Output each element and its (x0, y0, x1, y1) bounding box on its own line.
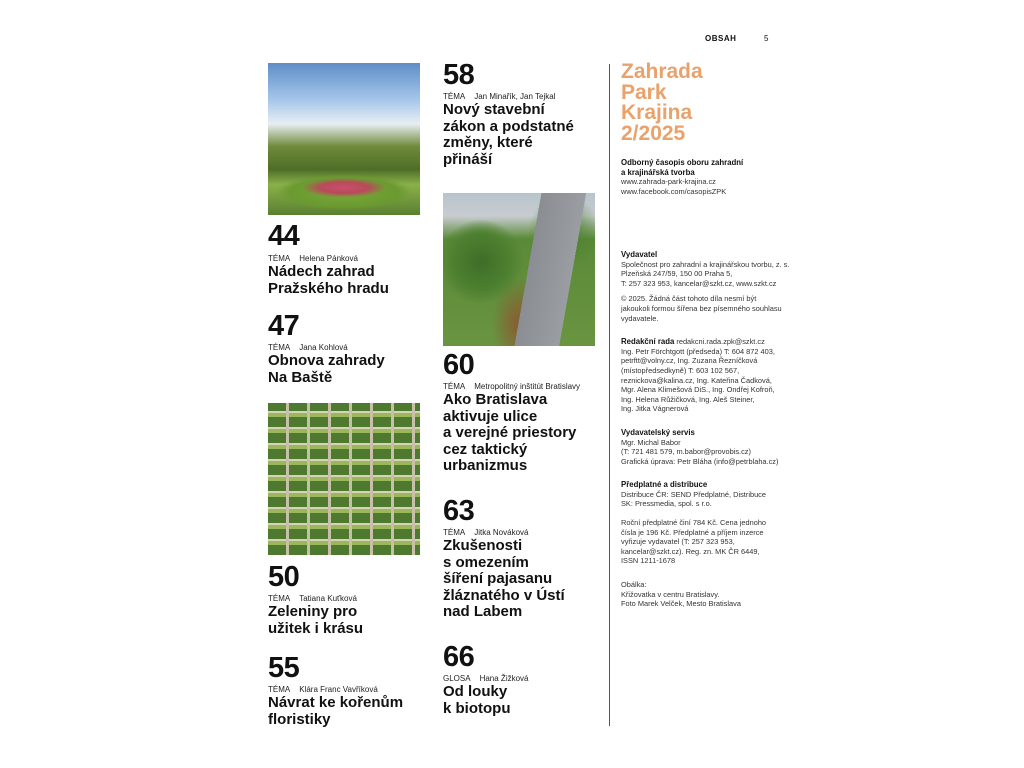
imprint-line: Distribuce ČR: SEND Předplatné, Distribuce (621, 489, 766, 499)
title-line: urbanizmus (443, 457, 528, 474)
article-category: TÉMA (443, 528, 466, 537)
imprint-line: Ing. Helena Růžičková, Ing. Aleš Steiner, (621, 394, 755, 404)
service-heading: Vydavatelský servis (621, 427, 695, 437)
article-category: GLOSA (443, 674, 471, 683)
imprint-line: Mgr. Michal Babor (621, 437, 681, 447)
magazine-title (621, 62, 703, 144)
subtitle: Odborný časopis oboru zahradní (621, 158, 744, 167)
article-page-number[interactable]: 55 (268, 652, 300, 684)
board-email[interactable]: redakcni.rada.zpk@szkt.cz (676, 337, 765, 347)
title-line: Obnova zahrady (268, 352, 385, 369)
article-author: Tatiana Kuťková (299, 594, 357, 603)
imprint-line: ISSN 1211-1678 (621, 556, 676, 566)
publisher-heading: Vydavatel (621, 250, 658, 259)
imprint-line: Foto Marek Velček, Mesto Bratislava (621, 599, 741, 609)
imprint-line: Roční předplatné činí 784 Kč. Cena jednoho (621, 518, 767, 528)
imprint (621, 250, 796, 609)
article-category: TÉMA (268, 685, 291, 694)
facebook-link[interactable]: www.facebook.com/casopisZPK (621, 186, 727, 196)
article-title[interactable] (268, 604, 428, 637)
title-line: Návrat ke kořenům (268, 694, 404, 711)
title-line: Krajina (621, 101, 693, 124)
title-line: cez taktický (443, 440, 528, 458)
imprint-line: T: 257 323 953, kancelar@szkt.cz, www.szkt.cz (621, 278, 777, 288)
title-line: zákon a podstatné (443, 117, 574, 135)
article-page-number[interactable]: 60 (443, 349, 475, 381)
title-line: Od louky (443, 683, 508, 700)
imprint-line: čísla je 196 Kč. Předplatné a příjem inzerce (621, 527, 764, 537)
article-title[interactable] (268, 695, 428, 728)
article-page-number[interactable]: 58 (443, 59, 475, 91)
article-title[interactable] (443, 538, 613, 621)
title-line: nad Labem (443, 603, 523, 620)
title-line: přináší (443, 150, 493, 168)
photo-vegetable-garden (268, 403, 420, 555)
imprint-line: Obálka: (621, 580, 647, 590)
imprint-line: Křižovatka v centru Bratislavy. (621, 589, 720, 599)
imprint-line: petrftt@volny.cz, Ing. Zuzana Řezníčková (621, 356, 758, 366)
article-page-number[interactable]: 66 (443, 641, 475, 673)
article-author: Jana Kohlová (299, 343, 348, 352)
article-page-number[interactable]: 47 (268, 310, 300, 342)
imprint-line: jakoukoli formou šířena bez písemného souhlasu (621, 303, 782, 313)
article-title[interactable] (443, 392, 613, 475)
title-line: šíření pajasanu (443, 570, 553, 587)
title-line: a verejné priestory (443, 424, 577, 441)
title-line: Na Baště (268, 368, 333, 386)
photo-prague-castle-garden (268, 63, 420, 215)
imprint-line: (T: 721 481 579, m.babor@provobis.cz) (621, 447, 751, 457)
article-category: TÉMA (443, 92, 466, 101)
article-author: Helena Pánková (299, 254, 358, 263)
page-number: 5 (764, 34, 769, 43)
title-line: užitek i krásu (268, 619, 364, 637)
article-title[interactable] (443, 684, 613, 717)
article-author: Metropolitný inštitút Bratislavy (474, 382, 581, 391)
imprint-line: Ing. Jitka Vágnerová (621, 404, 689, 414)
imprint-line: Grafická úprava: Petr Bláha (info@petrblaha.cz) (621, 456, 779, 466)
imprint-line: (místopředsedkyně) T: 603 102 567, (621, 365, 740, 375)
imprint-line: vyřizuje vydavatel (T: 257 323 953, (621, 537, 735, 547)
article-category: TÉMA (443, 382, 466, 391)
imprint-line: vydavatele. (621, 313, 659, 323)
photo-bratislava-intersection (443, 193, 595, 346)
website-link[interactable]: www.zahrada-park-krajina.cz (621, 177, 716, 187)
imprint-line: Mgr. Alena Klimešová DiS., Ing. Ondřej Kofroň, (621, 385, 775, 395)
article-page-number[interactable]: 50 (268, 561, 300, 593)
article-category: TÉMA (268, 254, 291, 263)
title-line: Zkušenosti (443, 537, 523, 554)
distribution-heading: Předplatné a distribuce (621, 480, 708, 490)
imprint-line: kancelar@szkt.cz). Reg. zn. MK ČR 6449, (621, 546, 760, 556)
title-line: Ako Bratislava (443, 391, 548, 408)
imprint-line: SK: Pressmedia, spol. s r.o. (621, 499, 712, 509)
column-divider (609, 64, 610, 726)
title-line: Zeleniny pro (268, 603, 358, 620)
imprint-line: reznickova@kalina.cz, Ing. Kateřina Čadková, (621, 375, 772, 385)
article-author: Klára Franc Vavříková (299, 685, 378, 694)
section-label: OBSAH (705, 34, 737, 43)
article-author: Jan Minařík, Jan Tejkal (474, 92, 556, 101)
title-line: Park (621, 80, 667, 104)
board-heading: Redakční rada (621, 337, 675, 347)
imprint-line: Plzeňská 247/59, 150 00 Praha 5, (621, 269, 733, 279)
title-line: 2/2025 (621, 121, 686, 145)
title-line: k biotopu (443, 699, 511, 717)
article-category: TÉMA (268, 343, 291, 352)
title-line: změny, které (443, 134, 533, 151)
article-title[interactable] (268, 353, 428, 386)
title-line: Nový stavební (443, 101, 545, 118)
article-category: TÉMA (268, 594, 291, 603)
imprint-line: © 2025. Žádná část tohoto díla nesmí být (621, 294, 757, 304)
title-line: aktivuje ulice (443, 407, 538, 425)
title-line: s omezením (443, 553, 529, 571)
title-line: floristiky (268, 710, 331, 728)
imprint-line: Ing. Petr Förchtgott (předseda) T: 604 872 403, (621, 346, 775, 356)
imprint-line: Společnost pro zahradní a krajinářskou tvorbu, z. s. (621, 259, 790, 269)
subtitle: a krajinářská tvorba (621, 167, 695, 177)
article-page-number[interactable]: 44 (268, 220, 300, 252)
title-line: žláznatého v Ústí (443, 586, 565, 604)
title-line: Zahrada (621, 60, 703, 83)
article-page-number[interactable]: 63 (443, 495, 475, 527)
magazine-info (621, 158, 796, 196)
article-author: Hana Žižková (479, 674, 529, 683)
article-title[interactable] (443, 102, 613, 168)
title-line: Nádech zahrad (268, 263, 375, 280)
article-title[interactable] (268, 264, 428, 297)
article-author: Jitka Nováková (474, 528, 529, 537)
title-line: Pražského hradu (268, 279, 389, 297)
